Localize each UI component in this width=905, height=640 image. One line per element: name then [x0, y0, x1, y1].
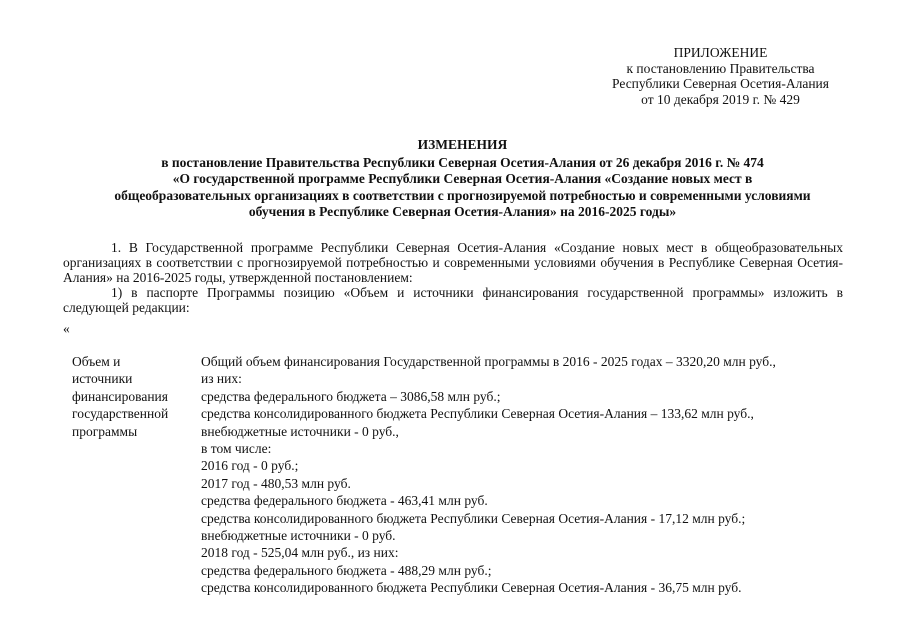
passport-value-cell [201, 353, 851, 597]
document-subtitle-line: «О государственной программе Республики Северная Осетия-Алания «Создание новых мест в [172, 171, 753, 186]
appendix-date: от 10 декабря 2019 г. № 429 [641, 91, 800, 107]
appendix-title: ПРИЛОЖЕНИЕ [673, 45, 768, 60]
passport-value-line: 2017 год - 480,53 млн руб. [201, 475, 351, 491]
paragraph-1: 1. В Государственной программе Республики Северная Осетия-Алания «Создание новых мест в общеобразовательных организациях в соответствии с прогнозируемой потребностью и современными условиями обучения в Республике Северная Осетия-Алания» на 2016-2025 годы, утвержденной постановлением: [63, 240, 843, 285]
passport-value-line: внебюджетные источники - 0 руб., [201, 423, 399, 439]
document-body [63, 240, 843, 315]
document-title-block [40, 137, 885, 221]
passport-value-line: 2016 год - 0 руб.; [201, 458, 299, 474]
passport-value-line: 2018 год - 525,04 млн руб., из них: [201, 545, 399, 561]
passport-value-line: Общий объем финансирования Государственной программы в 2016 - 2025 годах – 3320,20 млн руб., [201, 354, 776, 369]
passport-label-line: программы [72, 423, 138, 439]
passport-value-line: средства федерального бюджета - 463,41 млн руб. [201, 493, 488, 509]
document-subtitle-line: общеобразовательных организациях в соответствии с прогнозируемой потребностью и современными условиями [114, 187, 811, 203]
passport-value-line: средства федерального бюджета – 3086,58 млн руб.; [201, 388, 501, 404]
passport-value-line: средства консолидированного бюджета Республики Северная Осетия-Алания - 36,75 млн руб. [201, 580, 742, 596]
passport-value-line: из них: [201, 371, 242, 387]
appendix-line: к постановлению Правительства [626, 60, 815, 76]
appendix-line: Республики Северная Осетия-Алания [612, 76, 829, 91]
passport-label-cell [72, 353, 192, 440]
passport-value-line: в том числе: [201, 441, 272, 457]
opening-quote: « [63, 321, 70, 336]
passport-label-line: государственной [72, 406, 169, 422]
passport-value-line: средства консолидированного бюджета Республики Северная Осетия-Алания - 17,12 млн руб.; [201, 510, 746, 526]
passport-value-line: внебюджетные источники - 0 руб. [201, 528, 396, 544]
passport-label-line: финансирования [72, 388, 168, 404]
passport-label-line: Объем и [72, 354, 121, 369]
document-subtitle-line: обучения в Республике Северная Осетия-Алания» на 2016-2025 годы» [248, 204, 677, 219]
document-title: ИЗМЕНЕНИЯ [417, 137, 508, 152]
passport-label-line: источники [72, 371, 133, 387]
passport-value-line: средства федерального бюджета - 488,29 млн руб.; [201, 562, 492, 578]
passport-value-line: средства консолидированного бюджета Республики Северная Осетия-Алания – 133,62 млн руб., [201, 406, 754, 422]
paragraph-2: 1) в паспорте Программы позицию «Объем и источники финансирования государственной программы» изложить в следующей редакции: [63, 285, 843, 315]
appendix-header [612, 45, 829, 107]
document-subtitle-line: в постановление Правительства Республики Северная Осетия-Алания от 26 декабря 2016 г. № 474 [161, 154, 764, 170]
